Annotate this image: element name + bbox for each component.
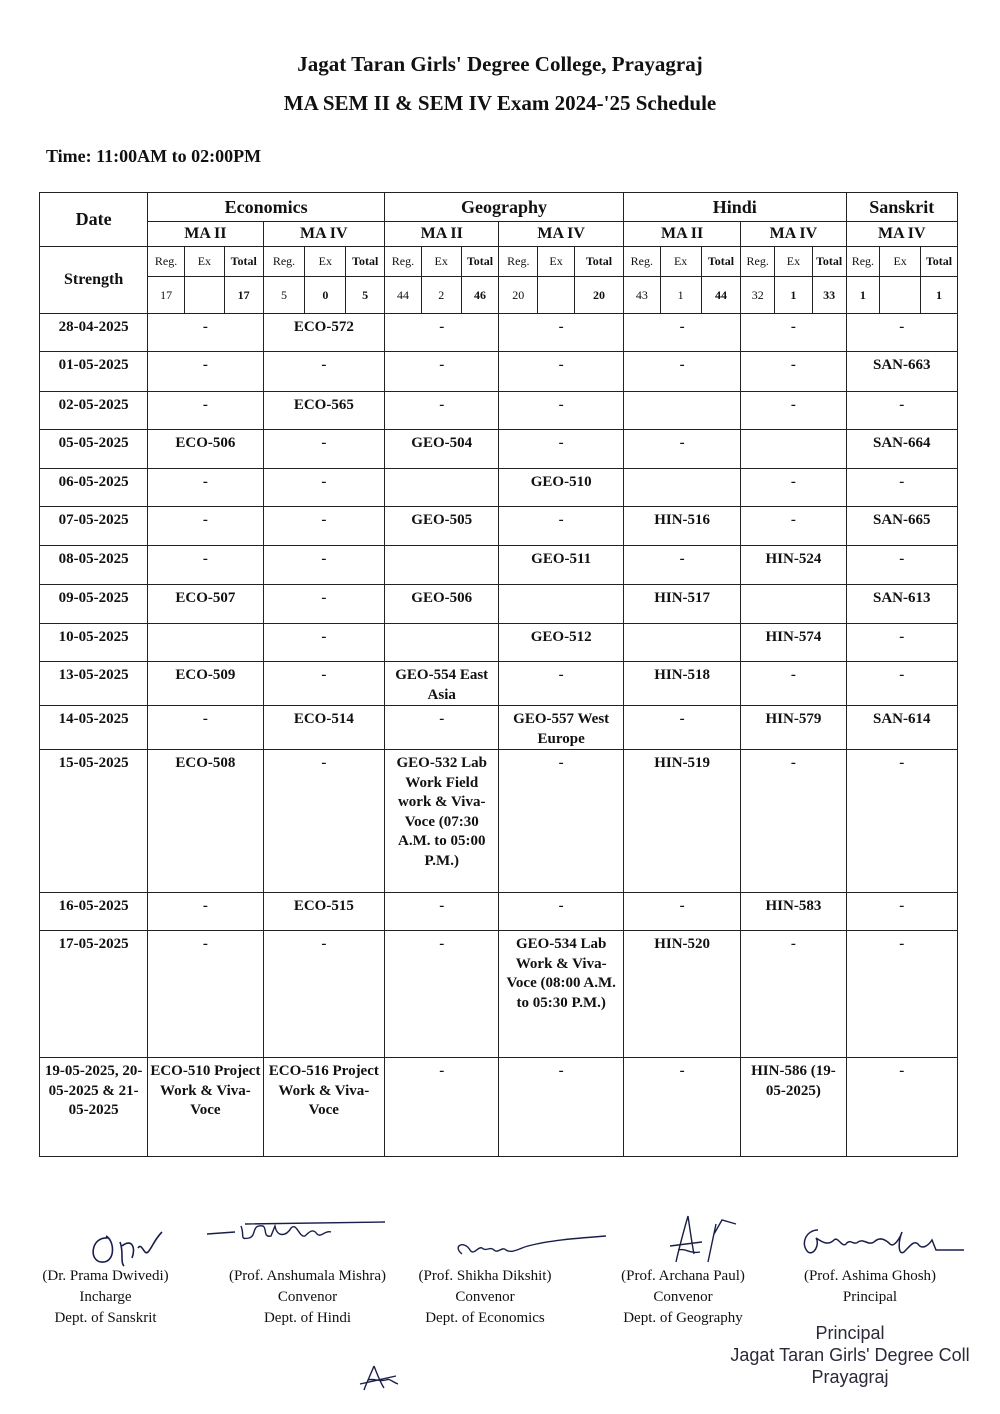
- exam-date: 05-05-2025: [40, 430, 148, 469]
- paper-cell: ECO-572: [263, 314, 384, 352]
- strength-value: 17: [224, 277, 263, 314]
- paper-cell: -: [741, 931, 846, 1058]
- signatory-name: (Prof. Shikha Dikshit): [418, 1268, 552, 1284]
- paper-cell: GEO-504: [385, 430, 499, 469]
- exam-date: 14-05-2025: [40, 706, 148, 750]
- signature-prama-dwivedi: [80, 1218, 170, 1270]
- paper-cell: GEO-534 Lab Work & Viva-Voce (08:00 A.M. to 05:30 P.M.): [499, 931, 624, 1058]
- paper-cell: GEO-554 East Asia: [385, 662, 499, 706]
- count-header: Total: [812, 247, 846, 277]
- exam-date: 09-05-2025: [40, 585, 148, 624]
- paper-cell: ECO-507: [148, 585, 263, 624]
- signatory-economics: [410, 1266, 560, 1329]
- paper-cell: ECO-509: [148, 662, 263, 706]
- strength-value: 0: [305, 277, 346, 314]
- paper-cell: -: [623, 1058, 740, 1157]
- signature-bottom-initials: [356, 1362, 402, 1392]
- semester-header: MA IV: [846, 222, 957, 247]
- count-header: Ex: [538, 247, 575, 277]
- signatory-dept: Dept. of Geography: [623, 1310, 743, 1326]
- subject-header: Hindi: [623, 193, 846, 222]
- paper-cell: -: [846, 931, 957, 1058]
- paper-cell: ECO-506: [148, 430, 263, 469]
- paper-cell: -: [263, 662, 384, 706]
- signatory-principal: [795, 1266, 945, 1308]
- schedule-row: [40, 507, 958, 546]
- signatory-role: Incharge: [79, 1289, 132, 1305]
- paper-cell: [148, 624, 263, 662]
- strength-value: 1: [846, 277, 880, 314]
- strength-value: 20: [574, 277, 623, 314]
- paper-cell: HIN-524: [741, 546, 846, 585]
- paper-cell: -: [846, 469, 957, 507]
- count-header: Ex: [305, 247, 346, 277]
- paper-cell: [385, 469, 499, 507]
- signatory-sanskrit: [28, 1266, 183, 1329]
- strength-value: 20: [499, 277, 538, 314]
- paper-cell: ECO-515: [263, 893, 384, 931]
- paper-cell: SAN-663: [846, 352, 957, 392]
- paper-cell: -: [623, 706, 740, 750]
- signatory-dept: Dept. of Sanskrit: [54, 1310, 157, 1326]
- count-header: Reg.: [846, 247, 880, 277]
- paper-cell: SAN-664: [846, 430, 957, 469]
- schedule-row: [40, 662, 958, 706]
- paper-cell: -: [846, 1058, 957, 1157]
- paper-cell: SAN-613: [846, 585, 957, 624]
- paper-cell: -: [385, 314, 499, 352]
- stamp-line: Prayagraj: [811, 1367, 889, 1387]
- schedule-row: [40, 1058, 958, 1157]
- paper-cell: ECO-514: [263, 706, 384, 750]
- paper-cell: -: [623, 314, 740, 352]
- paper-cell: -: [623, 352, 740, 392]
- schedule-row: [40, 392, 958, 430]
- paper-cell: HIN-579: [741, 706, 846, 750]
- paper-cell: -: [148, 507, 263, 546]
- stamp-line: Principal: [815, 1323, 885, 1343]
- paper-cell: HIN-574: [741, 624, 846, 662]
- paper-cell: -: [741, 750, 846, 893]
- schedule-row: [40, 352, 958, 392]
- count-header: Total: [574, 247, 623, 277]
- paper-cell: HIN-518: [623, 662, 740, 706]
- paper-cell: -: [846, 750, 957, 893]
- paper-cell: -: [148, 546, 263, 585]
- paper-cell: -: [263, 624, 384, 662]
- exam-date: 06-05-2025: [40, 469, 148, 507]
- paper-cell: -: [263, 546, 384, 585]
- strength-value: 44: [701, 277, 741, 314]
- count-header: Ex: [880, 247, 921, 277]
- paper-cell: -: [499, 352, 624, 392]
- paper-cell: [499, 585, 624, 624]
- strength-value: 44: [385, 277, 422, 314]
- strength-value: 46: [461, 277, 499, 314]
- signature-shikha-dikshit: [450, 1232, 610, 1264]
- count-header: Reg.: [148, 247, 185, 277]
- paper-cell: -: [741, 507, 846, 546]
- signature-anshumala-mishra: [205, 1218, 390, 1252]
- paper-cell: -: [263, 585, 384, 624]
- paper-cell: -: [499, 1058, 624, 1157]
- paper-cell: [623, 392, 740, 430]
- paper-cell: -: [385, 931, 499, 1058]
- signatory-name: (Dr. Prama Dwivedi): [42, 1268, 169, 1284]
- paper-cell: ECO-565: [263, 392, 384, 430]
- paper-cell: GEO-512: [499, 624, 624, 662]
- paper-cell: -: [148, 469, 263, 507]
- paper-cell: -: [385, 392, 499, 430]
- strength-value: [538, 277, 575, 314]
- semester-header: MA IV: [263, 222, 384, 247]
- strength-value: [880, 277, 921, 314]
- paper-cell: -: [148, 314, 263, 352]
- paper-cell: -: [499, 507, 624, 546]
- signatory-dept: Dept. of Hindi: [263, 1310, 352, 1326]
- semester-header: MA II: [623, 222, 740, 247]
- count-header: Total: [701, 247, 741, 277]
- schedule-table: [39, 192, 958, 1157]
- paper-cell: -: [263, 469, 384, 507]
- strength-value: 43: [623, 277, 660, 314]
- count-header: Total: [346, 247, 385, 277]
- schedule-row: [40, 430, 958, 469]
- paper-cell: -: [741, 392, 846, 430]
- paper-cell: -: [148, 706, 263, 750]
- paper-cell: -: [846, 624, 957, 662]
- paper-cell: -: [499, 430, 624, 469]
- paper-cell: HIN-519: [623, 750, 740, 893]
- exam-date: 28-04-2025: [40, 314, 148, 352]
- semester-header: MA IV: [741, 222, 846, 247]
- signatory-role: Convenor: [653, 1289, 713, 1305]
- signature-archana-paul: [660, 1214, 750, 1264]
- paper-cell: -: [499, 314, 624, 352]
- schedule-row: [40, 314, 958, 352]
- paper-cell: -: [623, 546, 740, 585]
- exam-date: 17-05-2025: [40, 931, 148, 1058]
- paper-cell: HIN-586 (19-05-2025): [741, 1058, 846, 1157]
- paper-cell: GEO-511: [499, 546, 624, 585]
- signatory-role: Convenor: [455, 1289, 515, 1305]
- paper-cell: ECO-516 Project Work & Viva-Voce: [263, 1058, 384, 1157]
- strength-label: Strength: [40, 247, 148, 314]
- paper-cell: -: [148, 352, 263, 392]
- count-header: Reg.: [741, 247, 775, 277]
- schedule-row: [40, 931, 958, 1058]
- strength-value: 1: [660, 277, 701, 314]
- signatory-geography: [608, 1266, 758, 1329]
- paper-cell: HIN-520: [623, 931, 740, 1058]
- count-header: Ex: [660, 247, 701, 277]
- signatory-role: Principal: [842, 1289, 898, 1305]
- count-header: Reg.: [623, 247, 660, 277]
- paper-cell: -: [741, 469, 846, 507]
- paper-cell: -: [499, 750, 624, 893]
- count-header: Total: [461, 247, 499, 277]
- paper-cell: SAN-614: [846, 706, 957, 750]
- exam-date: 13-05-2025: [40, 662, 148, 706]
- semester-header: MA IV: [499, 222, 624, 247]
- count-header: Ex: [421, 247, 461, 277]
- paper-cell: GEO-557 West Europe: [499, 706, 624, 750]
- paper-cell: -: [263, 507, 384, 546]
- paper-cell: [741, 585, 846, 624]
- paper-cell: -: [846, 893, 957, 931]
- subject-header: Sanskrit: [846, 193, 957, 222]
- semester-header: MA II: [148, 222, 263, 247]
- paper-cell: [385, 624, 499, 662]
- paper-cell: HIN-583: [741, 893, 846, 931]
- strength-value: 1: [921, 277, 958, 314]
- count-header: Reg.: [499, 247, 538, 277]
- exam-time: Time: 11:00AM to 02:00PM: [46, 146, 262, 166]
- paper-cell: GEO-532 Lab Work Field work & Viva-Voce (07:30 A.M. to 05:00 P.M.): [385, 750, 499, 893]
- strength-value: 2: [421, 277, 461, 314]
- paper-cell: -: [263, 931, 384, 1058]
- paper-cell: -: [741, 314, 846, 352]
- strength-value: 32: [741, 277, 775, 314]
- signatory-hindi: [215, 1266, 400, 1329]
- paper-cell: [741, 430, 846, 469]
- paper-cell: -: [263, 352, 384, 392]
- strength-value: 5: [263, 277, 305, 314]
- count-header: Reg.: [385, 247, 422, 277]
- schedule-row: [40, 546, 958, 585]
- strength-value: 17: [148, 277, 185, 314]
- paper-cell: -: [385, 1058, 499, 1157]
- paper-cell: -: [385, 706, 499, 750]
- exam-date: 10-05-2025: [40, 624, 148, 662]
- paper-cell: -: [148, 931, 263, 1058]
- paper-cell: -: [846, 546, 957, 585]
- exam-date: 19-05-2025, 20-05-2025 & 21-05-2025: [40, 1058, 148, 1157]
- exam-date: 08-05-2025: [40, 546, 148, 585]
- exam-date: 07-05-2025: [40, 507, 148, 546]
- schedule-row: [40, 469, 958, 507]
- date-header: Date: [40, 193, 148, 247]
- paper-cell: -: [623, 430, 740, 469]
- schedule-row: [40, 624, 958, 662]
- paper-cell: HIN-516: [623, 507, 740, 546]
- paper-cell: ECO-508: [148, 750, 263, 893]
- count-header: Total: [921, 247, 958, 277]
- signatory-name: (Prof. Ashima Ghosh): [803, 1268, 937, 1284]
- paper-cell: -: [499, 893, 624, 931]
- paper-cell: GEO-506: [385, 585, 499, 624]
- paper-cell: SAN-665: [846, 507, 957, 546]
- exam-title: MA SEM II & SEM IV Exam 2024-'25 Schedule: [283, 91, 717, 115]
- strength-value: 33: [812, 277, 846, 314]
- paper-cell: HIN-517: [623, 585, 740, 624]
- paper-cell: ECO-510 Project Work & Viva-Voce: [148, 1058, 263, 1157]
- subject-header: Economics: [148, 193, 385, 222]
- paper-cell: -: [263, 750, 384, 893]
- subject-header: Geography: [385, 193, 624, 222]
- paper-cell: -: [385, 893, 499, 931]
- paper-cell: -: [846, 314, 957, 352]
- count-header: Ex: [775, 247, 813, 277]
- exam-date: 01-05-2025: [40, 352, 148, 392]
- count-header: Reg.: [263, 247, 305, 277]
- signature-ashima-ghosh: [798, 1226, 968, 1266]
- schedule-row: [40, 750, 958, 893]
- schedule-row: [40, 893, 958, 931]
- paper-cell: -: [148, 392, 263, 430]
- count-header: Ex: [184, 247, 224, 277]
- signatory-dept: Dept. of Economics: [425, 1310, 545, 1326]
- count-header: Total: [224, 247, 263, 277]
- paper-cell: -: [499, 392, 624, 430]
- college-title: Jagat Taran Girls' Degree College, Prayagraj: [297, 52, 703, 76]
- principal-stamp: [700, 1322, 1000, 1388]
- strength-value: 5: [346, 277, 385, 314]
- paper-cell: -: [741, 352, 846, 392]
- paper-cell: -: [623, 893, 740, 931]
- strength-value: 1: [775, 277, 813, 314]
- paper-cell: GEO-510: [499, 469, 624, 507]
- stamp-line: Jagat Taran Girls' Degree Coll: [730, 1345, 970, 1365]
- paper-cell: -: [499, 662, 624, 706]
- signatory-name: (Prof. Archana Paul): [621, 1268, 745, 1284]
- exam-date: 15-05-2025: [40, 750, 148, 893]
- paper-cell: -: [385, 352, 499, 392]
- paper-cell: -: [846, 662, 957, 706]
- paper-cell: [623, 624, 740, 662]
- paper-cell: -: [741, 662, 846, 706]
- strength-value: [184, 277, 224, 314]
- paper-cell: -: [846, 392, 957, 430]
- schedule-row: [40, 585, 958, 624]
- signatory-role: Convenor: [277, 1289, 338, 1305]
- paper-cell: [385, 546, 499, 585]
- paper-cell: [623, 469, 740, 507]
- schedule-row: [40, 706, 958, 750]
- paper-cell: GEO-505: [385, 507, 499, 546]
- signatory-name: (Prof. Anshumala Mishra): [228, 1268, 387, 1284]
- semester-header: MA II: [385, 222, 499, 247]
- paper-cell: -: [263, 430, 384, 469]
- exam-date: 16-05-2025: [40, 893, 148, 931]
- exam-date: 02-05-2025: [40, 392, 148, 430]
- paper-cell: -: [148, 893, 263, 931]
